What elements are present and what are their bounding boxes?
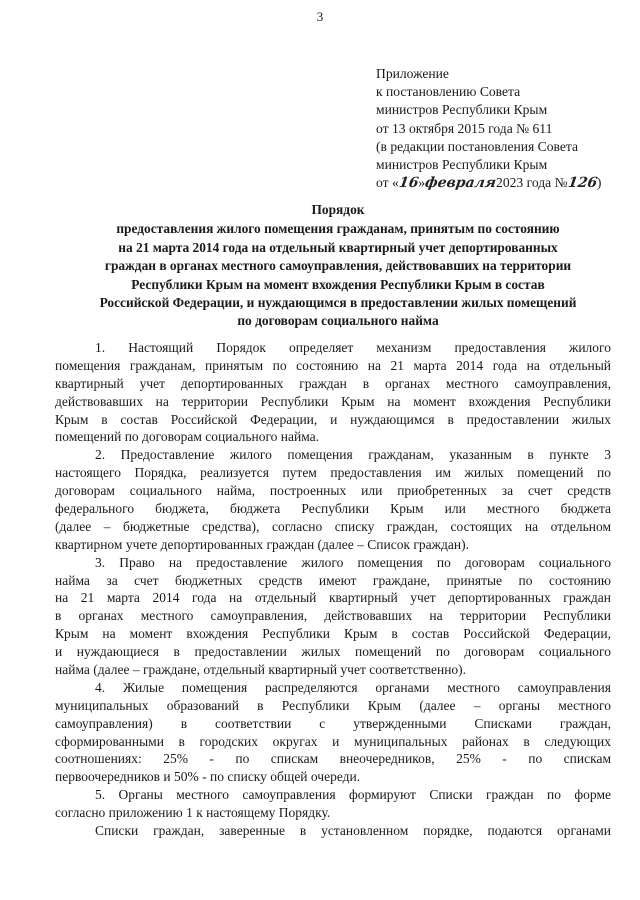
appendix-line: министров Республики Крым (376, 102, 548, 118)
appendix-line: от 13 октября 2015 года № 611 (376, 120, 553, 136)
appendix-close-paren: ) (596, 175, 602, 191)
title-line: предоставления жилого помещения гражданам, принятым по состоянию (116, 221, 560, 237)
body-line: в органах местного самоуправления, действовавших на территории Республики (55, 608, 611, 624)
date-prefix: от « (376, 175, 399, 191)
body-line: квартирный учет депортированных граждан в органах местного самоуправления, (55, 375, 611, 391)
body-line: соотношениях: 25% - по спискам внеочередников, 25% - по спискам (55, 751, 611, 767)
appendix-line: (в редакции постановления Совета (376, 138, 579, 154)
title-heading: Порядок (311, 202, 365, 217)
body-line: Крым на момент вхождения Республики Крым в состав Российской Федерации, (55, 626, 611, 642)
body-line: первоочередников и 50% - по списку общей очереди. (55, 769, 361, 785)
body-line: найма (далее – граждане, отдельный квартирный учет соответственно). (55, 662, 467, 678)
body-line: помещения гражданам, принятым по состоянию на 21 марта 2014 года на отдельный (55, 357, 611, 373)
title-line: Российской Федерации, и нуждающимся в предоставлении жилых помещений (99, 295, 577, 311)
body-line: (далее – бюджетные средства), согласно списку граждан, состоящих на отдельном (55, 518, 611, 534)
body-line: 3. Право на предоставление жилого помещения по договорам социального (95, 554, 611, 570)
body-line: найма за счет бюджетных средств имеют граждане, принятые по состоянию (55, 572, 611, 588)
body-line: федерального бюджета, бюджета Республики Крым или местного бюджета (55, 501, 611, 517)
handwritten-month: февраля (423, 175, 498, 192)
title-line: по договорам социального найма (237, 313, 439, 329)
date-year: 2023 года № (496, 175, 568, 191)
title-line: на 21 марта 2014 года на отдельный квартирный учет депортированных (118, 239, 558, 255)
body-line: квартирном учете депортированных граждан (далее – Список граждан). (55, 536, 469, 552)
body-line: 5. Органы местного самоуправления формируют Списки граждан по форме (95, 787, 611, 803)
body-line: согласно приложению 1 к настоящему Порядку. (55, 805, 331, 821)
appendix-block (376, 65, 626, 192)
appendix-line: министров Республики Крым (376, 157, 548, 173)
body-line: 2. Предоставление жилого помещения гражданам, указанным в пункте 3 (95, 447, 611, 463)
body-line: и нуждающиеся в предоставлении жилых помещений по договорам социального (55, 644, 611, 660)
appendix-date-line (376, 174, 626, 192)
body-line: Крым в состав Российской Федерации, и нуждающимся в предоставлении жилых (55, 411, 611, 427)
body-line: Списки граждан, заверенные в установленном порядке, подаются органами (95, 823, 611, 839)
body-line: на 21 марта 2014 года на отдельный квартирный учет депортированных граждан (55, 590, 611, 606)
body-line: муниципальных образований в Республики Крым (далее – органы местного (55, 697, 611, 713)
body-line: помещений по договорам социального найма. (55, 429, 320, 445)
title-line: Республики Крым на момент вхождения Республики Крым в состав (131, 276, 545, 292)
body-line: сформированными в городских округах и муниципальных районах в следующих (55, 733, 611, 749)
page-number: 3 (316, 9, 324, 24)
date-quote-close: » (418, 175, 426, 191)
body-line: 4. Жилые помещения распределяются органами местного самоуправления (95, 679, 611, 695)
appendix-line: Приложение (376, 66, 449, 81)
body-line: договорам социального найма, построенных или приобретенных за счет средств (55, 483, 611, 499)
body-line: настоящего Порядка, реализуется путем предоставления им жилых помещений по (55, 465, 611, 481)
title-line: граждан в органах местного самоуправления, действовавших на территории (104, 258, 572, 274)
body-line: 1. Настоящий Порядок определяет механизм предоставления жилого (95, 340, 611, 355)
handwritten-day: 16 (397, 175, 420, 192)
body-line: действовавших на территории Республики Крым на момент вхождения Республики (55, 393, 611, 409)
document-body (55, 339, 611, 840)
handwritten-number: 126 (566, 175, 598, 192)
document-title (58, 201, 618, 331)
appendix-line: к постановлению Совета (376, 84, 521, 100)
body-line: самоуправления) в соответствии с утвержденными Списками граждан, (55, 715, 611, 731)
